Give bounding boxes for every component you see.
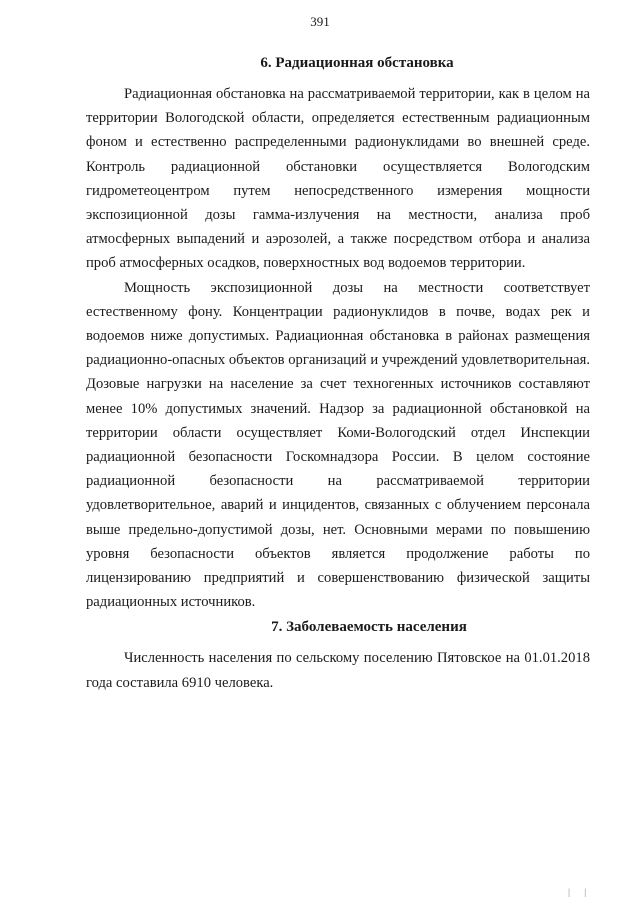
document-body	[86, 52, 590, 695]
section-6-paragraph-2: Мощность экспозиционной дозы на местности соответствует естественному фону. Концентрации радионуклидов в почве, водах рек и водоемов ниже допустимых. Радиационная обстановка в районах размещения радиационно-опасных объектов организаций и учреждений удовлетворительная. Дозовые нагрузки на население за счет техногенных источников составляют менее 10% допустимых значений. Надзор за радиационной обстановкой на территории области осуществляет Коми-Вологодский отдел Инспекции радиационной безопасности Госкомнадзора России. В целом состояние радиационной безопасности на рассматриваемой территории удовлетворительное, аварий и инцидентов, связанных с облучением персонала выше предельно-допустимой дозы, нет. Основными мерами по повышению уровня безопасности объектов является продолжение работы по лицензированию предприятий и совершенствованию физической защиты радиационных источников.	[86, 279, 590, 611]
section-7-paragraph-1: Численность населения по сельскому поселению Пятовское на 01.01.2018 года составила 6910 человека.	[86, 650, 590, 691]
page-number: 391	[310, 14, 330, 29]
section-6-paragraph-1: Радиационная обстановка на рассматриваемой территории, как в целом на территории Вологодской области, определяется естественным радиационным фоном и естественно распределенными радионуклидами во внешней среде. Контроль радиационной обстановки осуществляется Вологодским гидрометеоцентром путем непосредственного измерения мощности экспозиционной дозы гамма-излучения на местности, анализа проб атмосферных выпадений и аэрозолей, а также посредством отбора и анализа проб атмосферных осадков, поверхностных вод водоемов территории.	[86, 86, 590, 272]
scan-tick-marks: | |	[568, 887, 592, 897]
section-7-heading: 7. Заболеваемость населения	[271, 619, 467, 636]
section-6-heading: 6. Радиационная обстановка	[260, 55, 454, 71]
